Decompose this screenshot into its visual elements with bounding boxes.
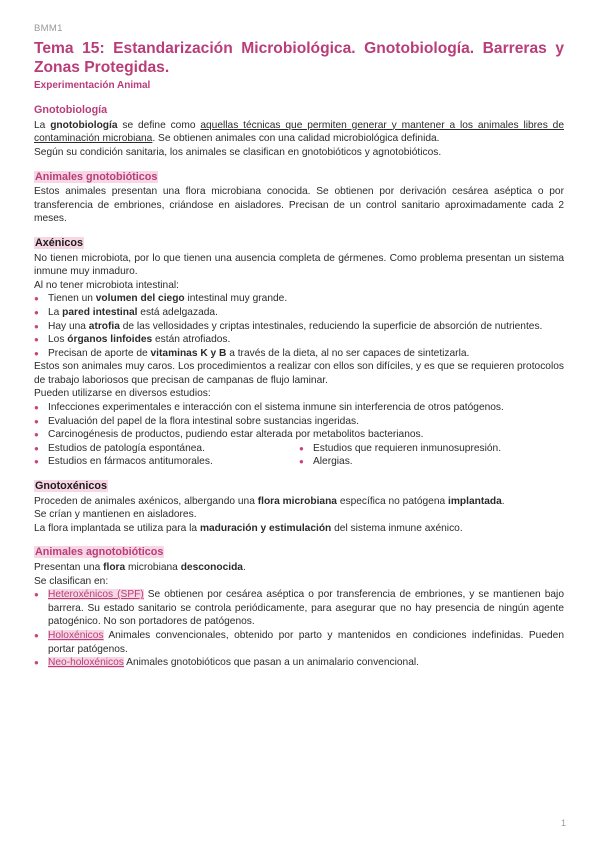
document-page — [34, 22, 564, 681]
paragraph: Al no tener microbiota intestinal: — [34, 279, 179, 291]
paragraph: Se clasifican en: — [34, 575, 109, 587]
paragraph: Se crían y mantienen en aisladores. — [34, 509, 197, 521]
text: específica no patógena — [336, 495, 448, 507]
text: Animales gnotobióticos que pasan a un animalario convencional. — [123, 657, 419, 669]
heading-animales-gnotobioticos — [34, 171, 564, 185]
heading-gnotoxenicos — [34, 480, 564, 494]
text: Precisan de aporte de — [48, 347, 151, 359]
paragraph: Estos son animales muy caros. Los procedimientos a realizar con ellos son difíciles, y es que se requieren protocolos de trabajo laboriosos que precisan de campanas de flujo laminar. — [34, 361, 564, 386]
text: está adelgazada. — [137, 306, 218, 318]
list-item — [34, 347, 564, 361]
paragraph: No tienen microbiota, por lo que tienen una ausencia completa de gérmenes. Como problema presentan un sistema inmune muy inmaduro. — [34, 252, 564, 278]
list-item — [34, 306, 564, 320]
two-column-list — [34, 442, 564, 469]
list-item — [34, 320, 564, 334]
term-link[interactable]: Neo-holoxénicos — [48, 657, 124, 669]
course-code: BMM1 — [34, 23, 63, 34]
paragraph — [34, 119, 564, 146]
paragraph — [34, 495, 564, 509]
page-title: Tema 15: Estandarización Microbiológica. Gnotobiología. Barreras y Zonas Protegidas. — [34, 39, 564, 76]
text: . — [242, 562, 246, 573]
text: La — [34, 119, 51, 131]
heading-text: Axénicos — [35, 236, 84, 249]
paragraph: Según su condición sanitaria, los animales se clasifican en gnotobióticos y agnotobióticos. — [34, 146, 442, 158]
term: volumen del ciego — [95, 293, 185, 305]
term: atrofia — [88, 320, 120, 332]
list-item — [34, 656, 564, 670]
section-animales-gnotobioticos — [34, 171, 564, 226]
list-item: ● Estudios de patología espontánea. — [34, 442, 299, 456]
term: vitaminas K y B — [150, 347, 227, 359]
list-item: ● Alergias. — [299, 455, 564, 469]
bullet-list — [34, 401, 564, 442]
text: Hay una — [48, 320, 89, 332]
page-subtitle: Experimentación Animal — [34, 79, 151, 91]
list-item — [34, 333, 564, 347]
text: La — [48, 306, 63, 318]
section-gnotobiologia — [34, 104, 564, 159]
bullet-list — [34, 442, 299, 469]
heading-axenicos — [34, 237, 564, 251]
text: del sistema inmune axénico. — [331, 522, 463, 534]
section-axenicos — [34, 237, 564, 469]
list-item — [34, 292, 564, 306]
text: . — [501, 495, 505, 507]
heading-gnotobiologia: Gnotobiología — [34, 104, 108, 117]
text: están atrofiados. — [152, 334, 231, 346]
list-item: ● Carcinogénesis de productos, pudiendo estar alterada por metabolitos bacterianos. — [34, 428, 564, 442]
text: a través de la dieta, al no ser capaces de sintetizarla. — [226, 347, 470, 359]
text: se define como — [117, 119, 201, 131]
bullet-list — [299, 442, 564, 469]
term: maduración y estimulación — [199, 522, 332, 534]
text: . Se obtienen animales con una calidad microbiológica definida. — [152, 133, 440, 145]
list-item: ● Infecciones experimentales e interacción con el sistema inmune sin interferencia de otros patógenos. — [34, 401, 564, 415]
term: flora — [103, 562, 126, 573]
term: órganos linfoides — [67, 334, 153, 346]
list-item — [34, 588, 564, 629]
term: pared intestinal — [62, 306, 138, 318]
paragraph — [34, 561, 564, 575]
bullet-list — [34, 588, 564, 670]
bullet-list — [34, 292, 564, 360]
paragraph — [34, 522, 564, 536]
text: de las vellosidades y criptas intestinales, reduciendo la superficie de absorción de nutrientes. — [119, 320, 543, 332]
text: Animales convencionales, obtenido por parto y mantenidos en condiciones indefinidas. Pueden portar patógenos. — [48, 629, 564, 655]
section-gnotoxenicos — [34, 480, 564, 535]
text: Se obtienen por cesárea aséptica o por transferencia de embriones, y se mantienen bajo barrera. Su estado sanitario se controla periódicamente, para asegurar que no hay presencia de ningún agente patogénico. No son portadores de patógenos. — [48, 589, 564, 628]
text: Presentan una — [34, 562, 104, 573]
term: implantada — [448, 495, 502, 507]
term-link[interactable]: Holoxénicos — [48, 629, 104, 641]
heading-text: Animales gnotobióticos — [35, 170, 158, 183]
term: flora microbiana — [257, 495, 337, 507]
paragraph: Estos animales presentan una flora microbiana conocida. Se obtienen por derivación cesárea aséptica o por transferencia de embriones, criándose en aisladores. Precisan de un control sanitario aproximadamente cada 2 meses. — [34, 186, 564, 225]
text: La flora implantada se utiliza para la — [34, 522, 200, 534]
text: Proceden de animales axénicos, albergando una — [34, 495, 258, 507]
term: gnotobiología — [50, 119, 118, 131]
text: Tienen un — [48, 293, 96, 305]
page-number: 1 — [560, 818, 566, 828]
text: intestinal muy grande. — [184, 293, 288, 305]
section-animales-agnotobioticos — [34, 546, 564, 669]
paragraph: Pueden utilizarse en diversos estudios: — [34, 388, 211, 400]
list-item: ● Estudios que requieren inmunosupresión. — [299, 442, 564, 456]
text: Los — [48, 334, 68, 346]
term: desconocida — [180, 562, 243, 573]
list-item: ● Estudios en fármacos antitumorales. — [34, 455, 299, 469]
definition: aquellas técnicas que permiten generar y mantener a los animales libres de contaminación microbiana — [34, 119, 564, 145]
list-item — [34, 629, 564, 656]
heading-animales-agnotobioticos — [34, 546, 564, 560]
list-item: ● Evaluación del papel de la flora intestinal sobre sustancias ingeridas. — [34, 415, 564, 429]
heading-text: Gnotoxénicos — [35, 480, 107, 493]
heading-text: Animales agnotobióticos — [35, 546, 164, 559]
text: microbiana — [125, 562, 181, 573]
term-link[interactable]: Heteroxénicos (SPF) — [48, 589, 144, 601]
